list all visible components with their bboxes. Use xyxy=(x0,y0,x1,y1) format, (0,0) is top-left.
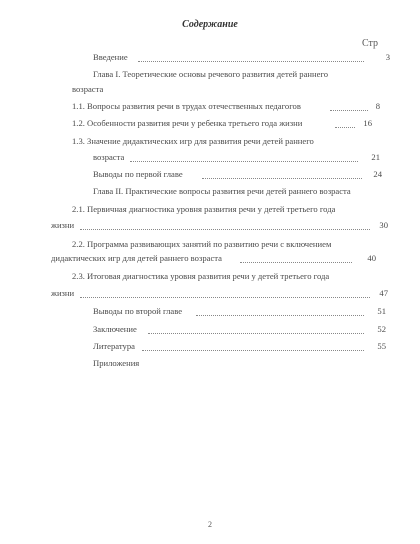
toc-entry-page: 21 xyxy=(371,152,380,162)
toc-entry-text: Глава II. Практические вопросы развития речи детей раннего возраста xyxy=(93,186,351,196)
toc-entry-text: Выводы по первой главе xyxy=(93,169,183,179)
toc-entry-page: 3 xyxy=(385,52,390,62)
page-column-label: Стр xyxy=(361,38,378,49)
toc-entry-text: 2.2. Программа развивающих занятий по развитию речи с включением xyxy=(72,239,332,249)
toc-leader xyxy=(130,161,358,162)
toc-entry-text: Приложения xyxy=(93,358,140,368)
toc-entry-page: 51 xyxy=(377,306,386,316)
page-number: 2 xyxy=(208,520,212,529)
toc-entry-text: возраста xyxy=(72,84,104,94)
toc-leader xyxy=(240,262,352,263)
toc-entry-page: 52 xyxy=(377,324,386,334)
toc-entry-text: дидактических игр для детей раннего возраста xyxy=(51,253,222,263)
toc-entry-page: 8 xyxy=(375,101,380,111)
toc-leader xyxy=(80,297,370,298)
toc-leader xyxy=(80,229,370,230)
toc-leader xyxy=(142,350,364,351)
toc-entry-page: 55 xyxy=(377,341,386,351)
toc-entry-text: жизни xyxy=(51,288,75,298)
toc-entry-page: 30 xyxy=(379,220,388,230)
toc-entry-text: 2.1. Первичная диагностика уровня развития речи у детей третьего года xyxy=(72,204,336,214)
toc-entry-page: 47 xyxy=(379,288,388,298)
toc-entry-page: 24 xyxy=(373,169,382,179)
toc-entry-text: возраста xyxy=(93,152,125,162)
toc-entry-page: 16 xyxy=(363,118,372,128)
toc-entry-text: 1.1. Вопросы развития речи в трудах отечественных педагогов xyxy=(72,101,301,111)
toc-entry-text: 1.3. Значение дидактических игр для развития речи детей раннего xyxy=(72,136,314,146)
toc-entry-text: Глава I. Теоретические основы речевого развития детей раннего xyxy=(93,69,329,79)
toc-entry-text: 2.3. Итоговая диагностика уровня развития речи у детей третьего года xyxy=(72,271,330,281)
toc-leader xyxy=(196,315,364,316)
toc-entry-text: Заключение xyxy=(93,324,137,334)
page-title: Содержание xyxy=(182,19,238,30)
toc-leader xyxy=(148,333,364,334)
toc-entry-text: Литература xyxy=(93,341,135,351)
toc-entry-page: 40 xyxy=(367,253,376,263)
toc-entry-text: Введение xyxy=(93,52,128,62)
toc-entry-text: жизни xyxy=(51,220,75,230)
toc-leader xyxy=(202,178,362,179)
toc-leader xyxy=(138,61,364,62)
toc-entry-text: Выводы по второй главе xyxy=(93,306,183,316)
toc-entry-text: 1.2. Особенности развития речи у ребенка третьего года жизни xyxy=(72,118,303,128)
